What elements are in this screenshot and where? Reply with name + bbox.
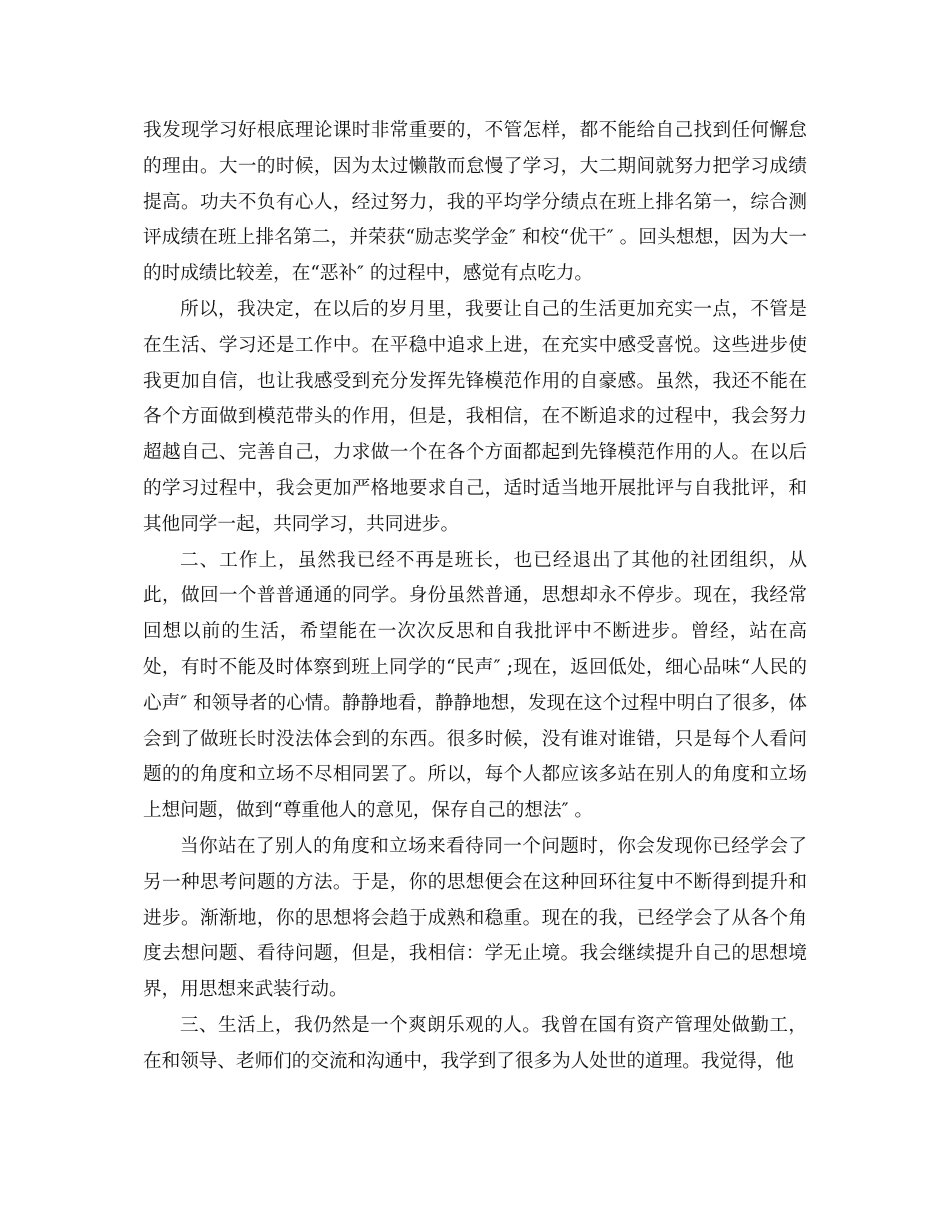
paragraph-4: 当你站在了别人的角度和立场来看待同一个问题时，你会发现你已经学会了另一种思考问题的方法。于是，你的思想便会在这种回环往复中不断得到提升和进步。渐渐地，你的思想将会趋于成熟和稳重。现在的我，已经学会了从各个角度去想问题、看待问题，但是，我相信：学无止境。我会继续提升自己的思想境界，用思想来武装行动。	[143, 835, 807, 1001]
paragraph-2: 所以，我决定，在以后的岁月里，我要让自己的生活更加充实一点，不管是在生活、学习还是工作中。在平稳中追求上进，在充实中感受喜悦。这些进步使我更加自信，也让我感受到充分发挥先锋模范作用的自豪感。虽然，我还不能在各个方面做到模范带头的作用，但是，我相信，在不断追求的过程中，我会努力超越自己、完善自己，力求做一个在各个方面都起到先锋模范作用的人。在以后的学习过程中，我会更加严格地要求自己，适时适当地开展批评与自我批评，和其他同学一起，共同学习，共同进步。	[143, 298, 807, 535]
paragraph-3: 二、工作上，虽然我已经不再是班长，也已经退出了其他的社团组织，从此，做回一个普普通通的同学。身份虽然普通，思想却永不停步。现在，我经常回想以前的生活，希望能在一次次反思和自我批评中不断进步。曾经，站在高处，有时不能及时体察到班上同学的“民声″ ;现在，返回低处，细心品味“人民的心声″ 和领导者的心情。静静地看，静静地想，发现在这个过程中明白了很多，体会到了做班长时没法体会到的东西。很多时候，没有谁对谁错，只是每个人看问题的的角度和立场不尽相同罢了。所以，每个人都应该多站在别人的角度和立场上想问题，做到“尊重他人的意见，保存自己的想法″ 。	[143, 549, 807, 822]
paragraph-1: 我发现学习好根底理论课时非常重要的，不管怎样，都不能给自己找到任何懈怠的理由。大一的时候，因为太过懒散而怠慢了学习，大二期间就努力把学习成绩提高。功夫不负有心人，经过努力，我的平均学分绩点在班上排名第一，综合测评成绩在班上排名第二，并荣获“励志奖学金″ 和校“优干″ 。回头想想，因为大一的时成绩比较差，在“恶补″ 的过程中，感觉有点吃力。	[143, 120, 807, 285]
paragraph-5: 三、生活上，我仍然是一个爽朗乐观的人。我曾在国有资产管理处做勤工，在和领导、老师们的交流和沟通中，我学到了很多为人处世的道理。我觉得，他	[143, 1014, 807, 1072]
document-body	[143, 113, 807, 1080]
